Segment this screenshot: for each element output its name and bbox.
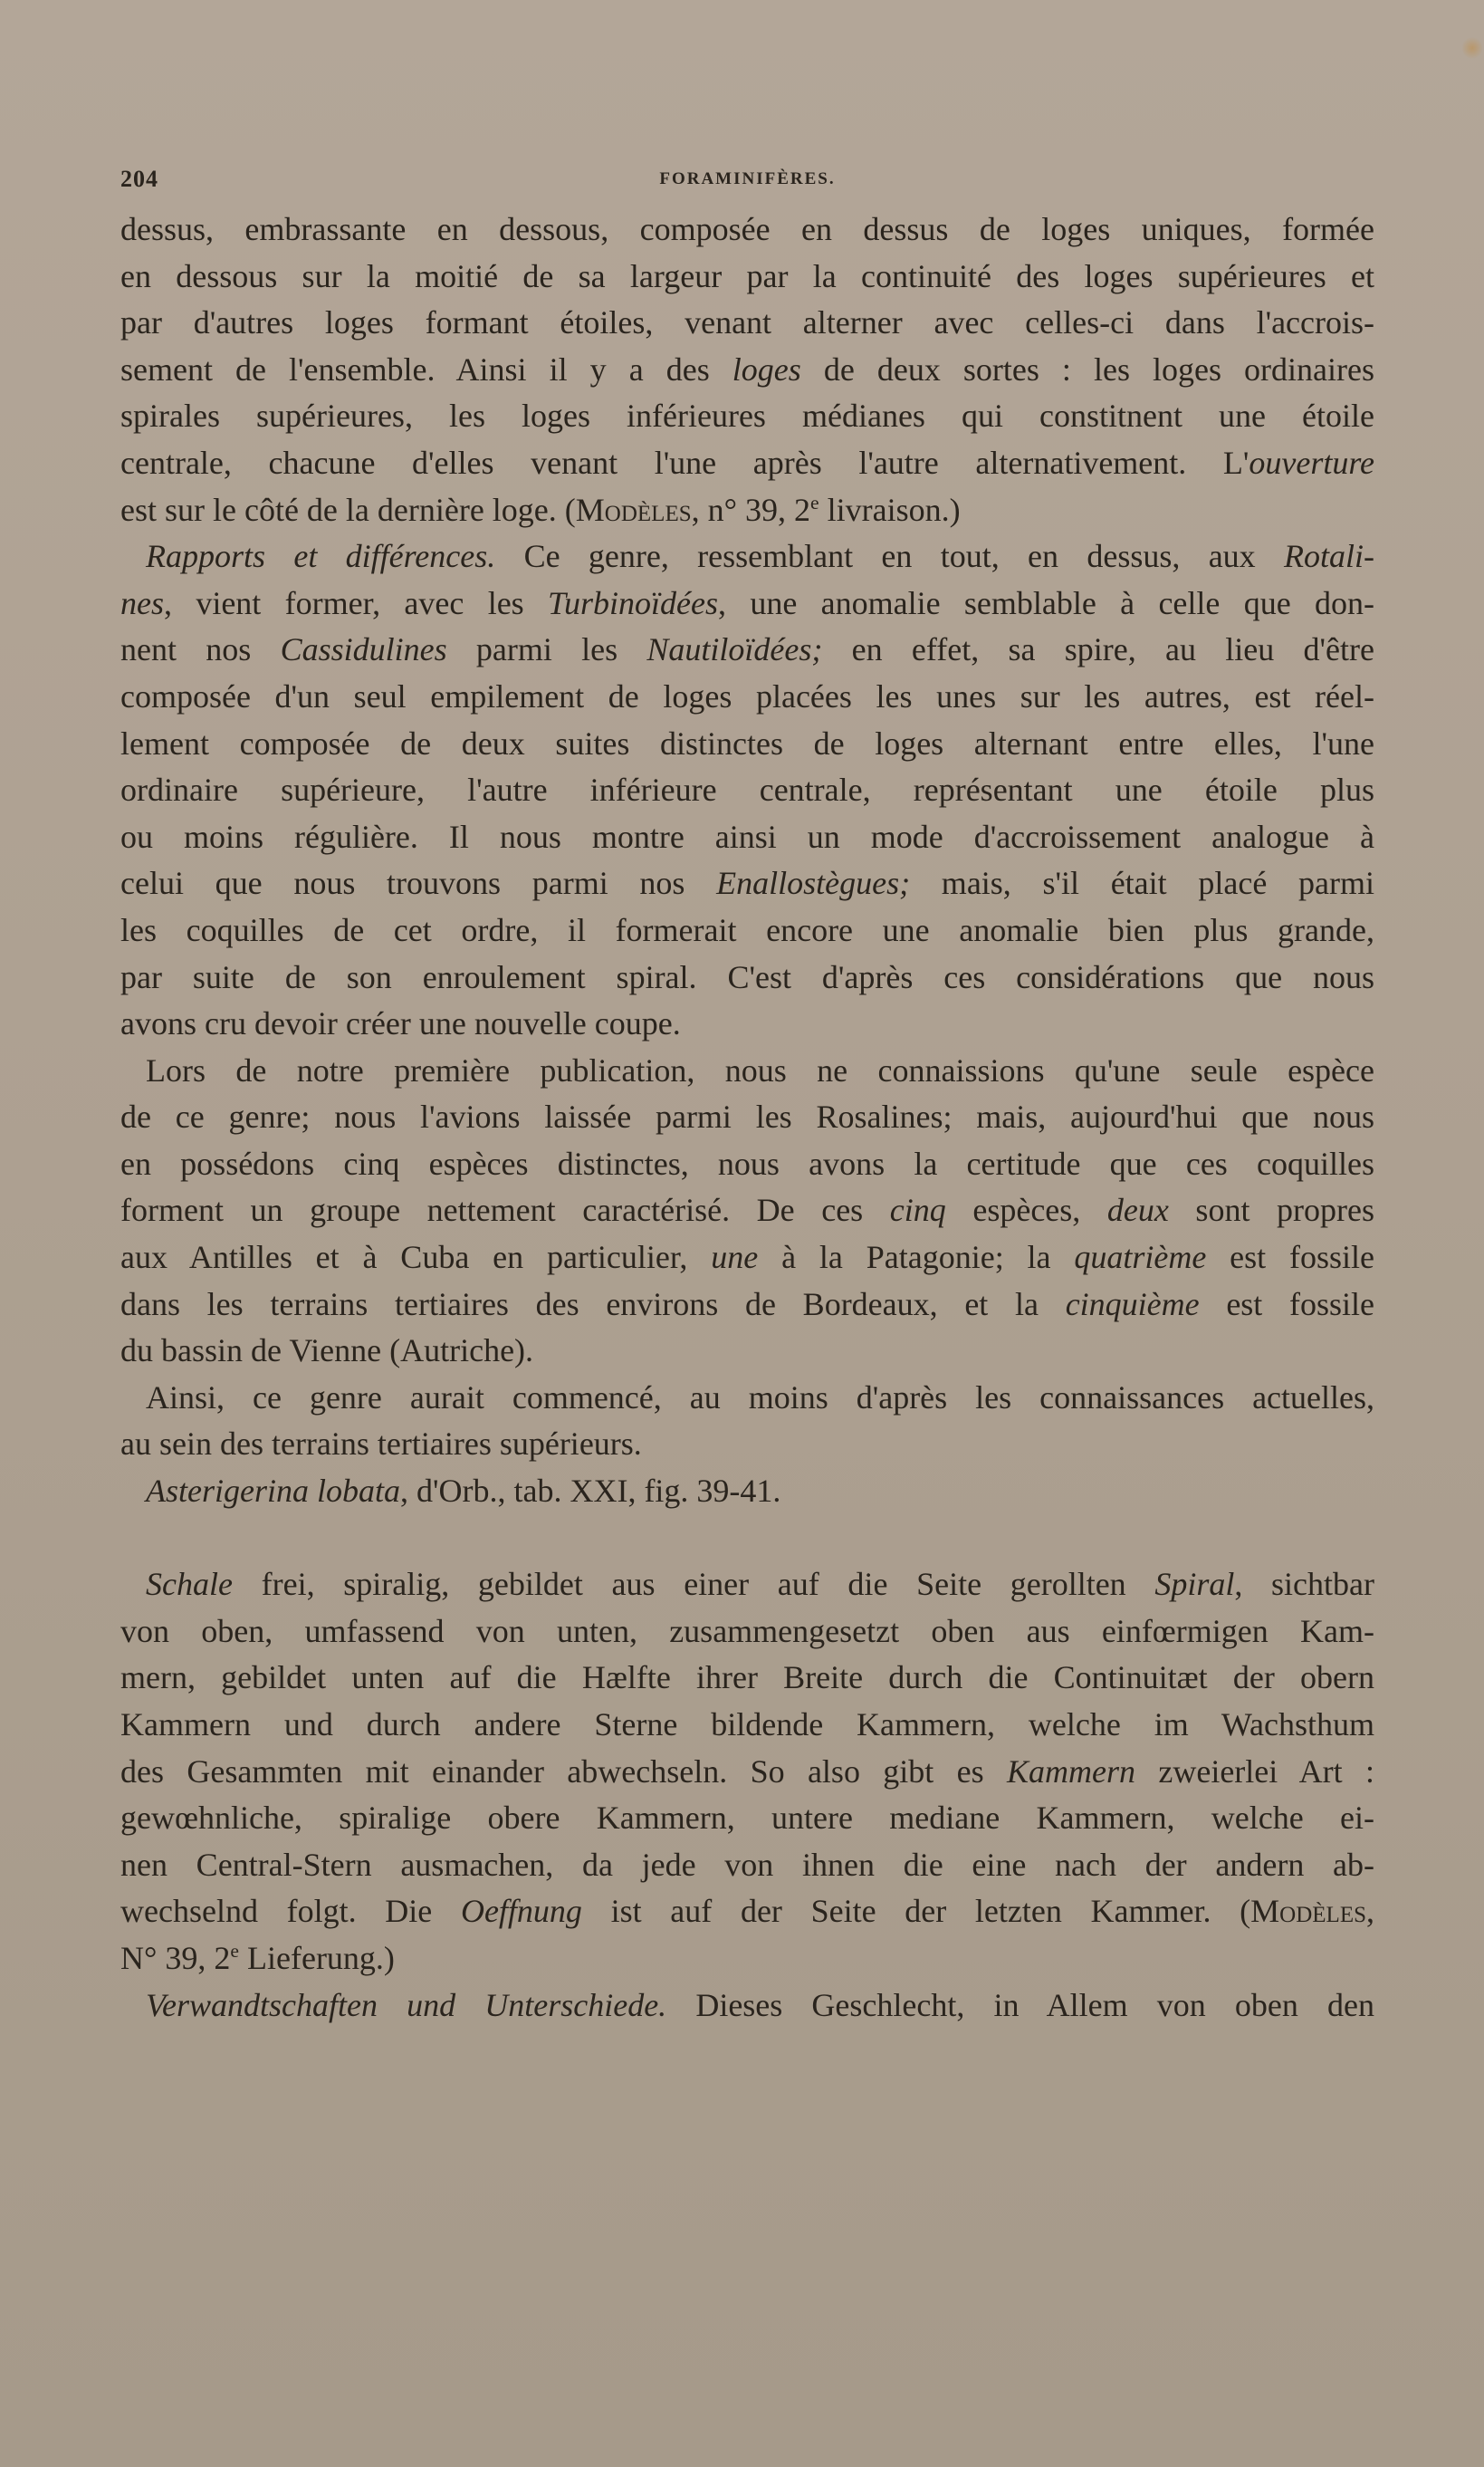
species-reference — [120, 1468, 1374, 1515]
text-line: dans les terrains tertiaires des environs de Bordeaux, et la cinquième est fossile — [120, 1285, 1374, 1322]
text-line: nen Central-Stern ausmachen, da jede von ihnen die eine nach der andern ab- — [120, 1846, 1374, 1883]
text-line: sement de l'ensemble. Ainsi il y a des loges de deux sortes : les loges ordinaires — [120, 350, 1374, 388]
italic-term: Asterigerina lobata — [146, 1473, 400, 1510]
text-line: Verwandtschaften und Unterschiede. Dieses Geschlecht, in Allem von oben den — [146, 1986, 1374, 2023]
text-line: est sur le côté de la dernière loge. (Modèles, n° 39, 2e livraison.) — [120, 491, 961, 528]
french-publication-paragraph — [120, 1048, 1374, 1375]
italic-term: Rapports et différences. — [146, 538, 496, 575]
text-line: composée d'un seul empilement de loges placées les unes sur les autres, est réel- — [120, 677, 1374, 715]
french-ainsi-paragraph — [120, 1375, 1374, 1468]
italic-term: quatrième — [1074, 1239, 1207, 1276]
paper-stain — [1462, 36, 1482, 60]
text-line: avons cru devoir créer une nouvelle coupe. — [120, 1005, 681, 1042]
text-line: centrale, chacune d'elles venant l'une après l'autre alternativement. L'ouverture — [120, 444, 1374, 481]
text-line: Rapports et différences. Ce genre, ressemblant en tout, en dessus, aux Rotali- — [146, 538, 1374, 575]
italic-term: Kammern — [1007, 1752, 1136, 1790]
small-caps-term: Modèles — [1250, 1893, 1366, 1930]
german-verwandtschaften-paragraph — [120, 1982, 1374, 2030]
italic-term: cinquième — [1065, 1285, 1200, 1322]
italic-term: Cassidulines — [280, 631, 447, 668]
text-line: spirales supérieures, les loges inférieures médianes qui constitnent une étoile — [120, 398, 1374, 435]
text-line: des Gesammten mit einander abwechseln. So also gibt es Kammern zweierlei Art : — [120, 1752, 1374, 1790]
page-number: 204 — [120, 166, 158, 192]
superscript: e — [810, 491, 819, 514]
small-caps-term: Modèles — [575, 491, 692, 528]
text-line: nent nos Cassidulines parmi les Nautiloïdées; en effet, sa spire, au lieu d'être — [120, 631, 1374, 668]
text-line: forment un groupe nettement caractérisé. De ces cinq espèces, deux sont propres — [120, 1192, 1374, 1229]
text-line: Lors de notre première publication, nous ne connaissions qu'une seule espèce — [146, 1051, 1374, 1089]
text-line: du bassin de Vienne (Autriche). — [120, 1332, 534, 1369]
text-line: les coquilles de cet ordre, il formerait encore une anomalie bien plus grande, — [120, 911, 1374, 948]
text-line: Ainsi, ce genre aurait commencé, au moins d'après les connaissances actuelles, — [146, 1378, 1374, 1416]
superscript: e — [230, 1940, 239, 1963]
italic-term: Spiral — [1154, 1566, 1235, 1603]
italic-term: Schale — [146, 1566, 233, 1603]
text-line: Kammern und durch andere Sterne bildende Kammern, welche im Wachsthum — [120, 1706, 1374, 1742]
section-title: FORAMINIFÈRES. — [659, 169, 836, 188]
text-line: par suite de son enroulement spiral. C'est d'après ces considérations que nous — [120, 958, 1374, 995]
text-line: en dessous sur la moitié de sa largeur par la continuité des loges supérieures et — [120, 257, 1374, 294]
italic-term: Nautiloïdées; — [646, 631, 823, 668]
text-line: ordinaire supérieure, l'autre inférieure centrale, représentant une étoile plus — [120, 772, 1374, 809]
italic-term: Rotali- — [1284, 538, 1374, 575]
text-line: nes, vient former, avec les Turbinoïdées, une anomalie semblable à celle que don- — [120, 584, 1374, 621]
italic-term: Enallostègues; — [716, 865, 911, 902]
text-line: gewœhnliche, spiralige obere Kammern, untere mediane Kammern, welche ei- — [120, 1800, 1374, 1837]
german-description-paragraph — [120, 1561, 1374, 1982]
french-description-paragraph — [120, 206, 1374, 533]
page-body — [120, 206, 1374, 2029]
text-line: mern, gebildet unten auf die Hælfte ihrer Breite durch die Continuitæt der obern — [120, 1659, 1374, 1696]
italic-term: nes — [120, 584, 164, 621]
text-line: par d'autres loges formant étoiles, venant alterner avec celles-ci dans l'accrois- — [120, 304, 1374, 341]
text-line: Asterigerina lobata, d'Orb., tab. XXI, fig. 39-41. — [146, 1473, 781, 1510]
french-rapports-paragraph — [120, 533, 1374, 1048]
text-line: aux Antilles et à Cuba en particulier, une à la Patagonie; la quatrième est fossile — [120, 1239, 1375, 1276]
italic-term: Oeffnung — [460, 1893, 582, 1930]
text-line: au sein des terrains tertiaires supérieurs. — [120, 1425, 642, 1463]
italic-term: loges — [732, 350, 801, 388]
italic-term: cinq — [889, 1192, 946, 1229]
text-line: en possédons cinq espèces distinctes, nous avons la certitude que ces coquilles — [120, 1145, 1374, 1182]
text-line: dessus, embrassante en dessous, composée en dessus de loges uniques, formée — [120, 211, 1374, 247]
text-line: ou moins régulière. Il nous montre ainsi un mode d'accroissement analogue à — [120, 818, 1374, 855]
text-line: wechselnd folgt. Die Oeffnung ist auf der Seite der letzten Kammer. (Modèles, — [120, 1893, 1374, 1930]
italic-term: une — [711, 1239, 759, 1276]
italic-term: deux — [1106, 1192, 1169, 1229]
italic-term: Verwandtschaften und Unterschiede. — [146, 1986, 667, 2023]
italic-term: Turbinoïdées — [548, 584, 719, 621]
section-gap — [120, 1515, 1374, 1562]
running-head — [120, 166, 1374, 197]
text-line: N° 39, 2e Lieferung.) — [120, 1939, 395, 1976]
text-line: celui que nous trouvons parmi nos Enallostègues; mais, s'il était placé parmi — [120, 865, 1374, 902]
text-line: Schale frei, spiralig, gebildet aus einer auf die Seite gerollten Spiral, sichtbar — [146, 1566, 1375, 1603]
text-line: de ce genre; nous l'avions laissée parmi les Rosalines; mais, aujourd'hui que nous — [120, 1099, 1374, 1136]
text-line: von oben, umfassend von unten, zusammengesetzt oben aus einfœrmigen Kam- — [120, 1612, 1374, 1649]
italic-term: ouverture — [1249, 444, 1374, 481]
text-line: lement composée de deux suites distinctes de loges alternant entre elles, l'une — [120, 725, 1374, 762]
